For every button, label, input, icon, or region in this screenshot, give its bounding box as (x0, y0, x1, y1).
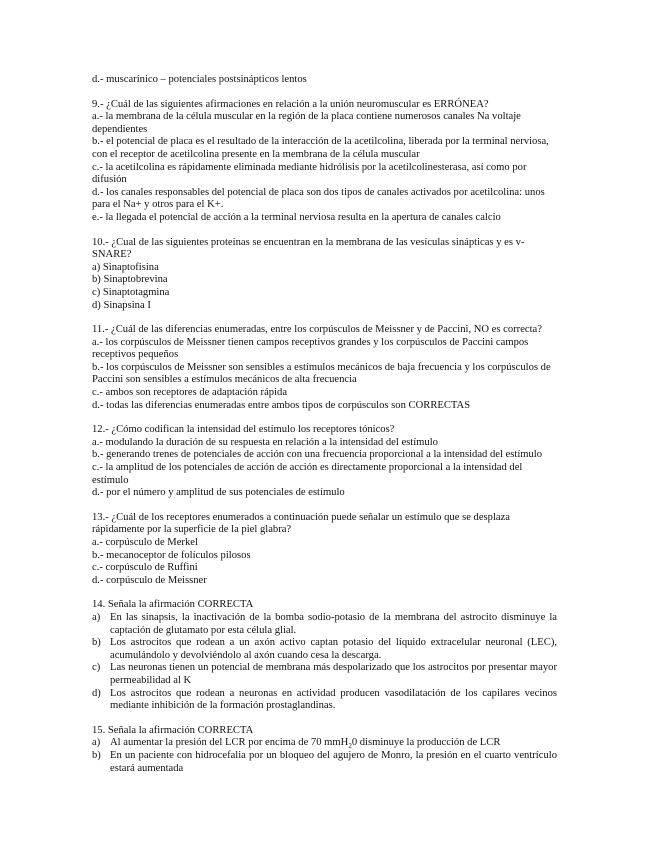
subscript-2: 2 (348, 742, 352, 751)
question-12 (92, 424, 557, 500)
question-text: 11.- ¿Cuál de las diferencias enumeradas, entre los corpúsculos de Meissner y de Paccini, NO es correcta? (92, 324, 542, 336)
question-text: 9.- ¿Cuál de las siguientes afirmaciones en relación a la unión neuromuscular es ERRÓNEA? (92, 98, 489, 110)
question-text: 13.- ¿Cuál de los receptores enumerados a continuación puede señalar un estímulo que se desplaza rápidamente por la superficie de la piel glabra? (92, 511, 511, 536)
option-text-pre: Al aumentar la presión del LCR por encima de 70 mmH (110, 737, 349, 749)
question-15 (92, 725, 557, 775)
option-text: Los astrocitos que rodean a un axón activo captan potasio del líquido extracelular neuronal (LEC), acumulándolo y devolviéndolo al axón cuando cesa la descarga. (110, 637, 557, 661)
option-text: En las sinapsis, la inactivación de la bomba sodio-potasio de la membrana del astrocito disminuye la captación de glutamato por esta célula glial. (110, 611, 557, 636)
option-b: b.- generando trenes de potenciales de acción con una frecuencia proporcional a la intensidad del estímulo (92, 449, 543, 461)
option-c (92, 662, 557, 687)
question-text: 10.- ¿Cual de las siguientes proteínas se encuentran en la membrana de las vesículas sinápticas y es v-SNARE? (92, 236, 525, 261)
option-label: c) (92, 662, 101, 674)
option-text: Los astrocitos que rodean a neuronas en actividad producen vasodilatación de los capilares vecinos mediante inhibición de la formación prostaglandinas. (110, 687, 557, 712)
option-label: a) (92, 611, 101, 623)
option-text-post: 0 disminuye la producción de LCR (351, 737, 501, 749)
option-text: En un paciente con hidrocefalia por un bloqueo del agujero de Monro, la presión en el cuarto ventrículo estará aumentada (110, 749, 557, 774)
option-d: d.- corpúsculo de Meissner (92, 574, 207, 586)
previous-answer-line: d.- muscarínico – potenciales postsinápticos lentos (92, 74, 307, 85)
option-text: Las neuronas tienen un potencial de membrana más despolarizado que los astrocitos por presentar mayor permeabilidad al K (110, 662, 557, 686)
question-text: 12.- ¿Cómo codifican la intensidad del estímulo los receptores tónicos? (92, 424, 395, 436)
option-a: a) Sinaptofisina (92, 261, 159, 273)
option-label: b) (92, 749, 101, 761)
option-b (92, 637, 557, 662)
option-c: c.- ambos son receptores de adaptación rápida (92, 387, 288, 399)
question-text: 15. Señala la afirmación CORRECTA (92, 724, 254, 736)
question-10 (92, 237, 557, 313)
option-d: d.- por el número y amplitud de sus potenciales de estímulo (92, 487, 345, 499)
question-13 (92, 512, 557, 588)
option-label: d) (92, 687, 101, 699)
option-a: a.- corpúsculo de Merkel (92, 537, 198, 548)
option-c: c) Sinaptotagmina (92, 286, 170, 298)
option-a: a.- la membrana de la célula muscular en la región de la placa contiene numerosos canales Na voltaje dependientes (92, 111, 521, 135)
option-d (92, 688, 557, 713)
option-a: a.- modulando la duración de su respuesta en relación a la intensidad del estímulo (92, 436, 438, 448)
option-c: c.- la acetilcolina es rápidamente eliminada mediante hidrólisis por la acetilcolinesterasa, así como por difusión (92, 161, 527, 186)
option-a: a.- los corpúsculos de Meissner tienen campos receptivos grandes y los corpúsculos de Paccini campos receptivos pequeños (92, 336, 529, 361)
option-d: d.- los canales responsables del potencial de placa son dos tipos de canales activados por acetilcolina: unos para el Na+ y otros para el K+. (92, 186, 545, 211)
option-e: e.- la llegada el potencial de acción a la terminal nerviosa resulta en la apertura de canales calcio (92, 211, 501, 223)
question-text: 14. Señala la afirmación CORRECTA (92, 599, 254, 611)
option-label: b) (92, 637, 101, 649)
option-c: c.- corpúsculo de Ruffini (92, 562, 198, 574)
option-d: d.- todas las diferencias enumeradas entre ambos tipos de corpúsculos son CORRECTAS (92, 399, 471, 411)
option-b: b.- los corpúsculos de Meissner son sensibles a estímulos mecánicos de baja frecuencia y los corpúsculos de Paccini son sensibles a estímulos mecánicos de alta frecuencia (92, 361, 551, 386)
option-a (92, 737, 557, 750)
option-text (110, 737, 557, 750)
question-9 (92, 99, 557, 225)
option-a (92, 612, 557, 637)
option-c: c.- la amplitud de los potenciales de acción de acción es directamente proporcional a la intensidad del estímulo (92, 462, 523, 486)
option-d: d) Sinapsina I (92, 299, 151, 311)
option-b: b) Sinaptobrevina (92, 274, 168, 286)
option-b: b.- el potencial de placa es el resultado de la interacción de la acetilcolina, liberada por la terminal nerviosa, con el receptor de acetilcolina presente en la membrana de la célula muscular (92, 136, 549, 160)
option-b (92, 750, 557, 775)
question-11 (92, 324, 557, 412)
option-b: b.- mecanoceptor de folículos pilosos (92, 549, 251, 561)
question-14 (92, 599, 557, 712)
option-label: a) (92, 737, 101, 749)
